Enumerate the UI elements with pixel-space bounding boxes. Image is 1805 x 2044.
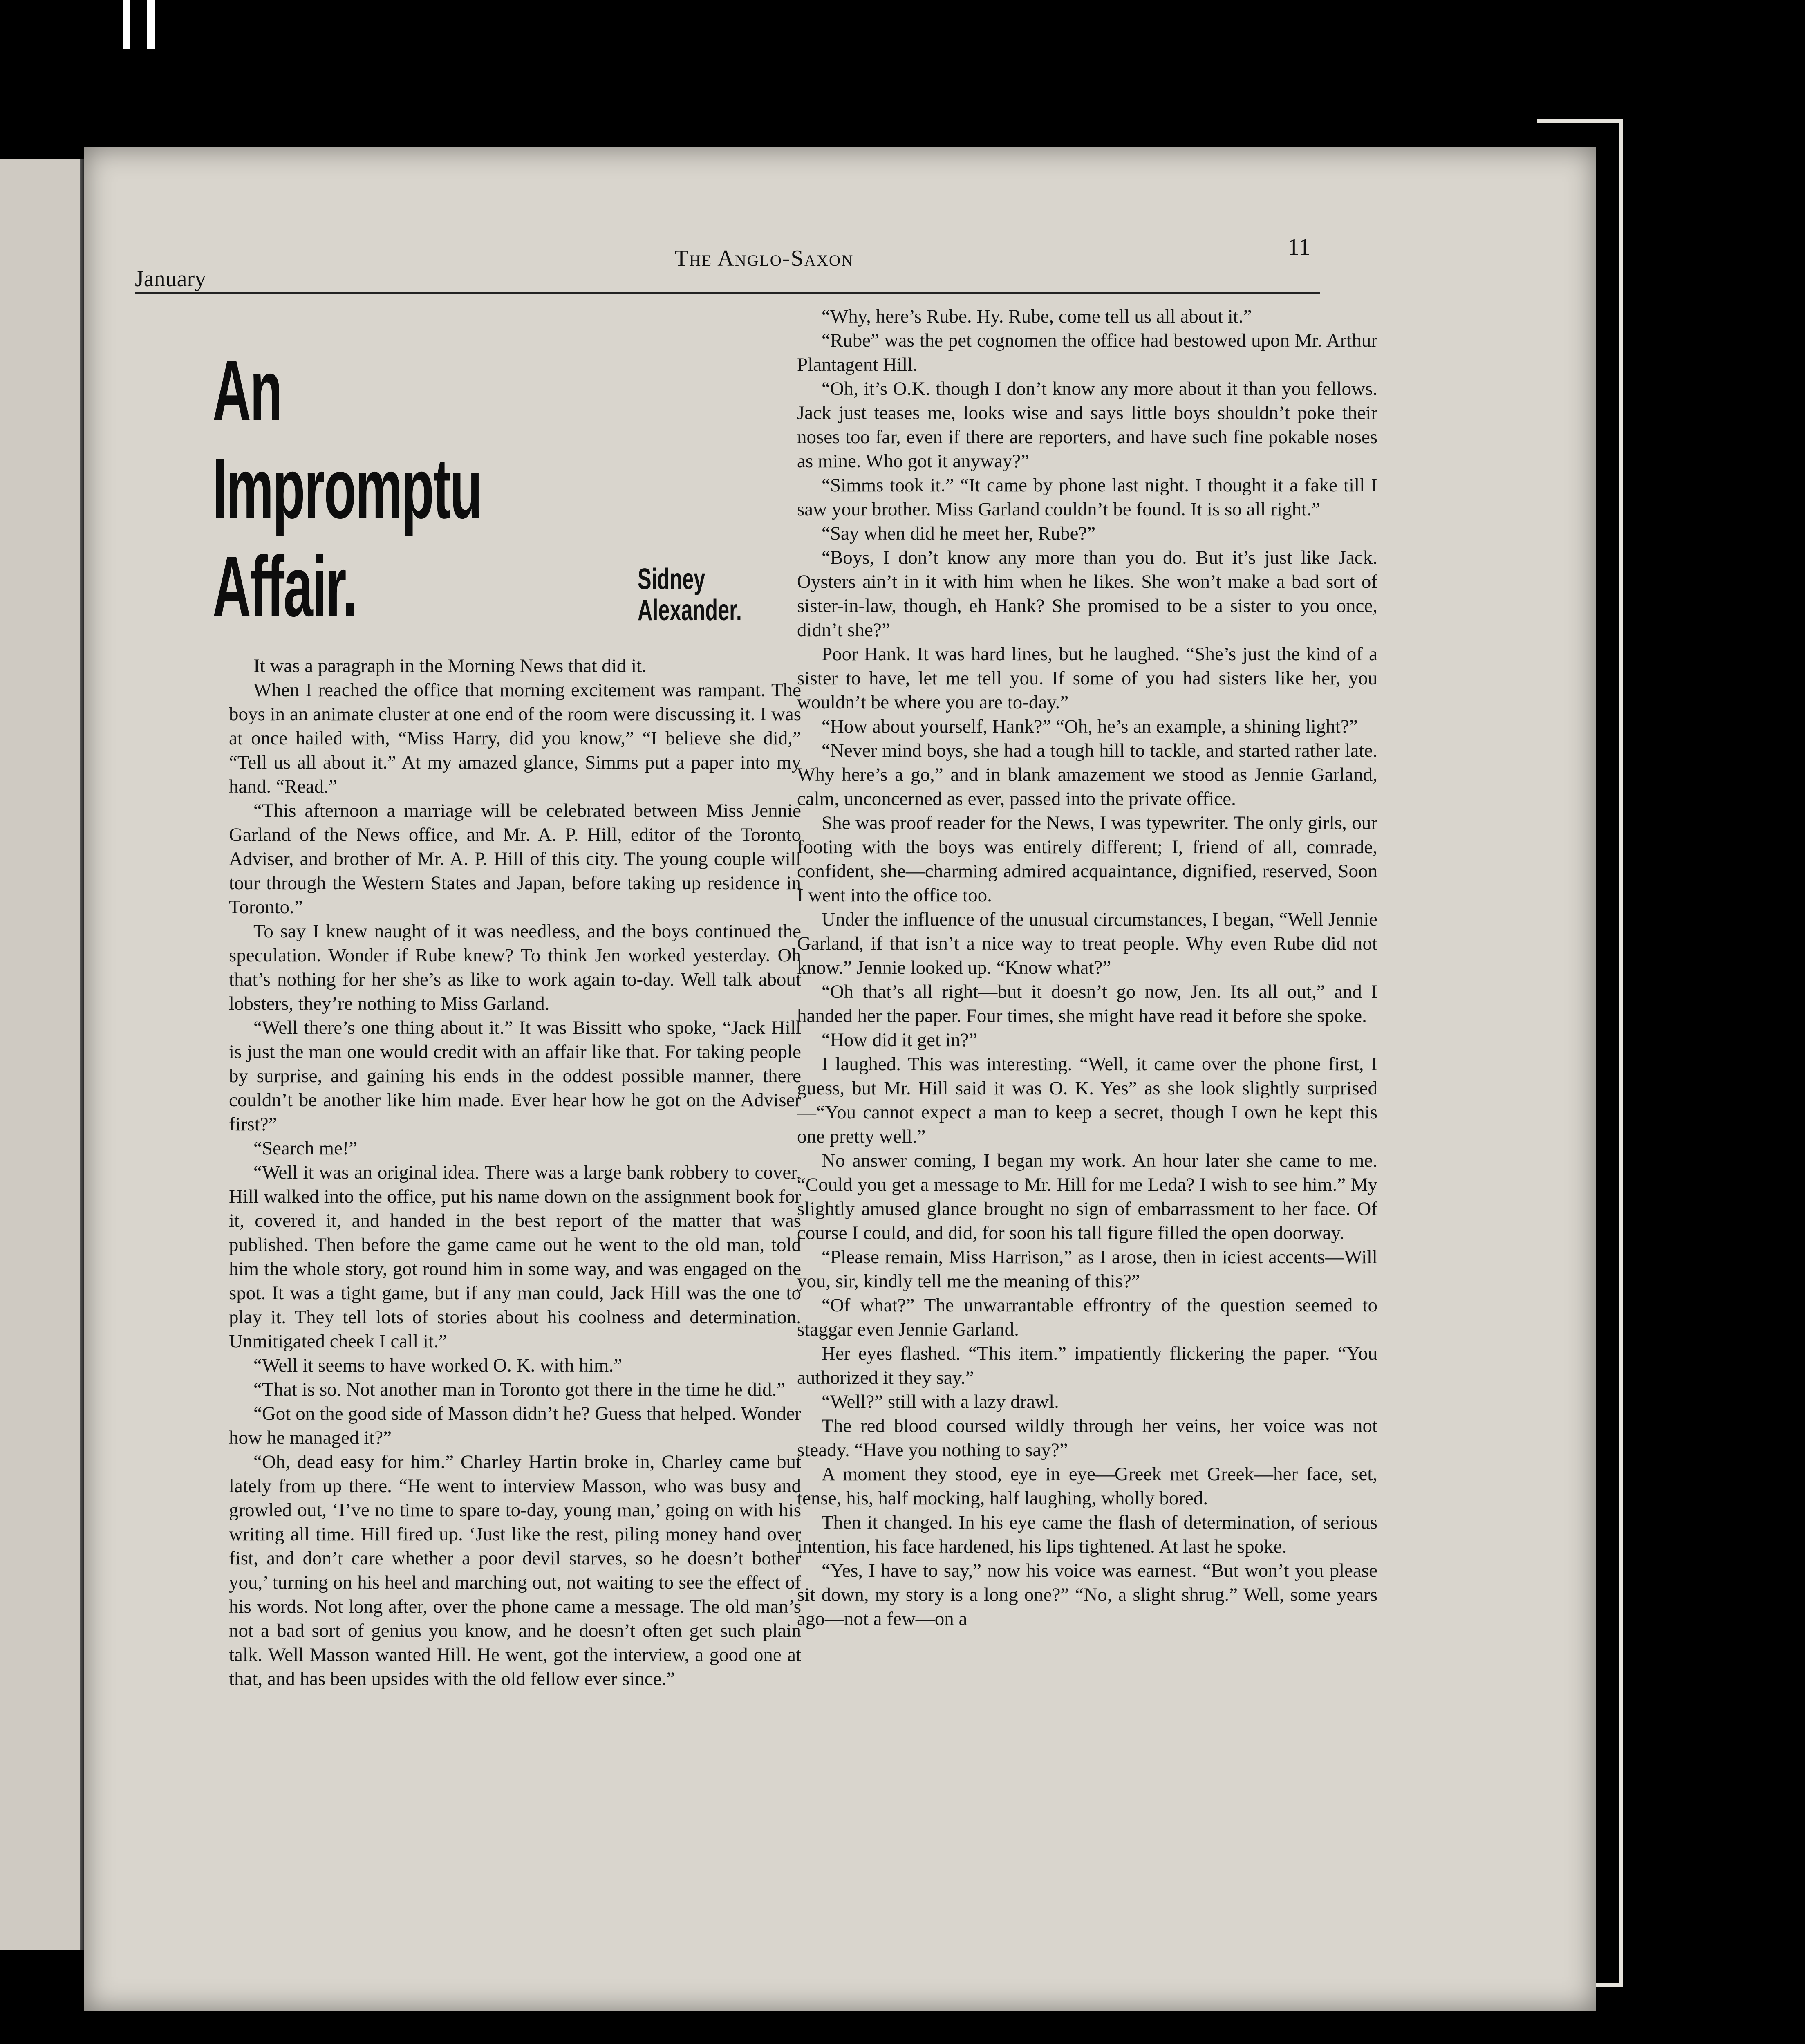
paragraph: Then it changed. In his eye came the flash of determination, of serious intention, his face hardened, his lips tightened. At last he spoke. xyxy=(797,1512,1377,1557)
previous-page-edge xyxy=(0,159,82,1950)
paragraph: “That is so. Not another man in Toronto got there in the time he did.” xyxy=(253,1379,786,1400)
running-header-title: The Anglo-Saxon xyxy=(674,246,854,271)
paragraph: “Rube” was the pet cognomen the office had bestowed upon Mr. Arthur Plantagent Hill. xyxy=(797,330,1377,375)
paragraph: “Please remain, Miss Harrison,” as I arose, then in iciest accents—Will you, sir, kindly tell me the meaning of this?” xyxy=(797,1246,1377,1292)
paragraph: “Search me!” xyxy=(253,1138,358,1159)
paragraph: “Oh, it’s O.K. though I don’t know any more about it than you fellows. Jack just teases me, looks wise and says little boys shouldn’t poke their noses too far, even if there are reporters, and have such fine pokable noses as mine. Who got it anyway?” xyxy=(797,378,1377,472)
article-title-line-3: Affair. xyxy=(213,538,356,634)
paragraph: “Well it seems to have worked O. K. with him.” xyxy=(253,1355,623,1376)
article-byline xyxy=(638,564,742,626)
film-mark-top-right xyxy=(147,0,155,49)
paragraph: “Simms took it.” “It came by phone last night. I thought it a fake till I saw your brother. Miss Garland couldn’t be found. It is so all right.” xyxy=(797,475,1377,520)
paragraph: “Boys, I don’t know any more than you do. But it’s just like Jack. Oysters ain’t in it with him when he likes. She won’t make a bad sort of sister-in-law, though, eh Hank? She promised to be a sister to you once, didn’t she?” xyxy=(797,547,1377,641)
paragraph: “This afternoon a marriage will be celebrated between Miss Jennie Garland of the News office, and Mr. A. P. Hill, editor of the Toronto Adviser, and brother of Mr. A. P. Hill of this city. The young couple will tour through the Western States and Japan, before taking up residence in Toronto.” xyxy=(229,800,801,918)
page-number: 11 xyxy=(1288,233,1310,260)
article-column-1 xyxy=(229,654,801,1691)
paragraph: Under the influence of the unusual circumstances, I began, “Well Jennie Garland, if that isn’t a nice way to treat people. Why even Rube did not know.” Jennie looked up. “Know what?” xyxy=(797,909,1377,978)
paragraph: “Well it was an original idea. There was a large bank robbery to cover. Hill walked into the office, put his name down on the assignment book for it, covered it, and handed in the best report of the matter that was published. Then before the game came out he went to the old man, told him the whole story, got round him in some way, and was engaged on the spot. It was a tight game, but if any man could, Jack Hill was the one to play it. They tell lots of stories about his coolness and determination. Unmitigated cheek I call it.” xyxy=(229,1162,801,1352)
article-title-line-2: Impromptu xyxy=(213,440,481,536)
paragraph: A moment they stood, eye in eye—Greek met Greek—her face, set, tense, his, half mocking, half laughing, wholly bored. xyxy=(797,1464,1377,1509)
paragraph: When I reached the office that morning excitement was rampant. The boys in an animate cluster at one end of the room were discussing it. I was at once hailed with, “Miss Harry, did you know,” “I believe she did,” “Tell us all about it.” At my amazed glance, Simms put a paper into my hand. “Read.” xyxy=(229,679,801,797)
article-title-line-1: An xyxy=(213,342,282,438)
paragraph: “Why, here’s Rube. Hy. Rube, come tell us all about it.” xyxy=(822,306,1252,327)
article-column-2 xyxy=(797,305,1377,1631)
byline-first-name: Sidney xyxy=(638,563,705,596)
header-rule xyxy=(135,292,1320,294)
paragraph: No answer coming, I began my work. An hour later she came to me. “Could you get a message to Mr. Hill for me Leda? I wish to see him.” My slightly amused glance brought no sign of embarrassment to her face. Of course I could, and did, for soon his tall figure filled the open doorway. xyxy=(797,1150,1377,1244)
paragraph: “Of what?” The unwarrantable effrontry of the question seemed to staggar even Jennie Garland. xyxy=(797,1295,1377,1340)
paragraph: “How about yourself, Hank?” “Oh, he’s an example, a shining light?” xyxy=(822,716,1358,737)
paragraph: “Never mind boys, she had a tough hill to tackle, and started rather late. Why here’s a go,” and in blank amazement we stood as Jennie Garland, calm, unconcerned as ever, passed into the private office. xyxy=(797,740,1377,809)
paragraph: Her eyes flashed. “This item.” impatiently flickering the paper. “You authorized it they say.” xyxy=(797,1343,1377,1388)
paragraph: “Well?” still with a lazy drawl. xyxy=(822,1391,1059,1412)
paragraph: “Well there’s one thing about it.” It was Bissitt who spoke, “Jack Hill is just the man one would credit with an affair like that. For taking people by surprise, and gaining his ends in the oddest possible manner, there couldn’t be another like him made. Ever hear how he got on the Adviser first?” xyxy=(229,1017,801,1135)
paragraph: I laughed. This was interesting. “Well, it came over the phone first, I guess, but Mr. Hill said it was O. K. Yes” as she look slightly surprised—“You cannot expect a man to keep a secret, though I own he kept this one pretty well.” xyxy=(797,1053,1377,1147)
paragraph: “How did it get in?” xyxy=(822,1029,978,1051)
paragraph: The red blood coursed wildly through her veins, her voice was not steady. “Have you nothing to say?” xyxy=(797,1415,1377,1461)
paragraph: “Say when did he meet her, Rube?” xyxy=(822,523,1096,544)
film-mark-top-left xyxy=(123,0,130,49)
running-header-month: January xyxy=(135,266,206,291)
paragraph: “Oh, dead easy for him.” Charley Hartin broke in, Charley came but lately from up there. “He went to interview Masson, who was busy and growled out, ‘I’ve no time to spare to-day, young man,’ going on with his writing all time. Hill fired up. ‘Just like the rest, piling money hand over fist, and don’t care whether a poor devil starves, so he doesn’t bother you,’ turning on his heel and marching out, not waiting to see the effect of his words. Not long after, over the phone came a message. The old man’s not a bad sort of genius you know, and he doesn’t often get such plain talk. Well Masson wanted Hill. He went, got the interview, a good one at that, and has been upsides with the old fellow ever since.” xyxy=(229,1451,801,1690)
paragraph: “Oh that’s all right—but it doesn’t go now, Jen. Its all out,” and I handed her the paper. Four times, she might have read it before she spoke. xyxy=(797,981,1377,1026)
byline-last-name: Alexander. xyxy=(638,594,742,627)
paragraph: “Yes, I have to say,” now his voice was earnest. “But won’t you please sit down, my story is a long one?” “No, a slight shrug.” Well, some years ago—not a few—on a xyxy=(797,1560,1377,1629)
paragraph: It was a paragraph in the Morning News that did it. xyxy=(253,655,647,677)
paragraph: “Got on the good side of Masson didn’t he? Guess that helped. Wonder how he managed it?” xyxy=(229,1403,801,1448)
paragraph: Poor Hank. It was hard lines, but he laughed. “She’s just the kind of a sister to have, let me tell you. If some of you had sisters like her, you wouldn’t be where you are to-day.” xyxy=(797,643,1377,713)
paragraph: She was proof reader for the News, I was typewriter. The only girls, our footing with the boys was entirely different; I, friend of all, comrade, confident, she—charming admired acquaintance, dignified, reserved, Soon I went into the office too. xyxy=(797,812,1377,906)
paragraph: To say I knew naught of it was needless, and the boys continued the speculation. Wonder if Rube knew? To think Jen worked yesterday. Oh that’s nothing for her she’s as like to work again to-day. Well talk about lobsters, they’re nothing to Miss Garland. xyxy=(229,921,801,1014)
